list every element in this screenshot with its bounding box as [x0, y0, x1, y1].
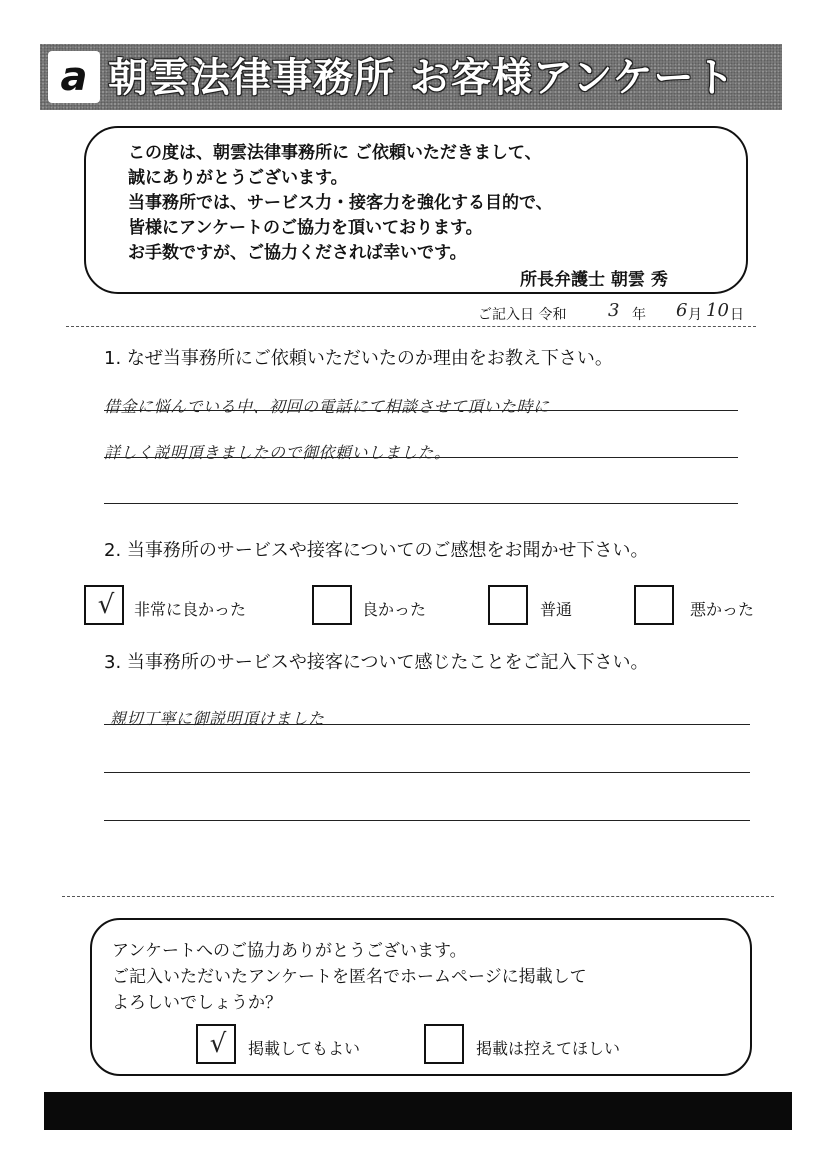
checkbox-very-good[interactable]: [84, 585, 124, 625]
q3-answer-line-1[interactable]: [104, 724, 750, 725]
question-2: 2. 当事務所のサービスや接客についてのご感想をお聞かせ下さい。: [104, 540, 649, 561]
intro-line-4: 皆様にアンケートのご協力を頂いております。: [128, 218, 483, 238]
date-day-unit: 日: [730, 307, 744, 323]
date-month-unit: 月: [688, 307, 702, 323]
q1-answer-line-2[interactable]: [104, 457, 738, 458]
date-year-unit: 年: [632, 307, 646, 323]
q3-answer-line-1-text: 親切丁寧に御説明頂けました: [110, 709, 325, 728]
q1-answer-line-1[interactable]: [104, 410, 738, 411]
date-year-value[interactable]: 3: [608, 300, 620, 321]
date-label: ご記入日 令和: [478, 307, 567, 323]
consent-line-1: アンケートへのご協力ありがとうございます。: [112, 941, 467, 961]
option-decline-publish-label: 掲載は控えてほしい: [476, 1039, 621, 1058]
footer-bar: [44, 1092, 792, 1130]
question-1: 1. なぜ当事務所にご依頼いただいたのか理由をお教え下さい。: [104, 348, 613, 369]
checkbox-bad[interactable]: [634, 585, 674, 625]
checkbox-good[interactable]: [312, 585, 352, 625]
option-bad-label: 悪かった: [690, 600, 755, 619]
section-divider: [62, 896, 774, 897]
q3-answer-line-3[interactable]: [104, 820, 750, 821]
intro-line-5: お手数ですが、ご協力くだされば幸いです。: [128, 243, 467, 263]
intro-line-1: この度は、朝雲法律事務所に ご依頼いただきまして、: [128, 143, 542, 163]
checkbox-decline-publish[interactable]: [424, 1024, 464, 1064]
director-signature: 所長弁護士 朝雲 秀: [520, 270, 668, 290]
check-mark-icon: √: [209, 1029, 227, 1059]
consent-line-3: よろしいでしょうか？: [112, 993, 282, 1013]
option-average-label: 普通: [540, 600, 573, 619]
q1-answer-line-1-text: 借金に悩んでいる中、初回の電話にて相談させて頂いた時に: [104, 397, 550, 416]
checkbox-average[interactable]: [488, 585, 528, 625]
consent-line-2: ご記入いただいたアンケートを匿名でホームページに掲載して: [112, 967, 587, 987]
date-month-value[interactable]: 6: [676, 300, 688, 321]
option-very-good-label: 非常に良かった: [134, 600, 247, 619]
logo-icon: [48, 51, 100, 103]
option-good-label: 良かった: [362, 600, 427, 619]
date-divider: [66, 326, 756, 327]
intro-line-2: 誠にありがとうございます。: [128, 168, 348, 188]
check-mark-icon: √: [97, 590, 115, 620]
q3-answer-line-2[interactable]: [104, 772, 750, 773]
q1-answer-line-3[interactable]: [104, 503, 738, 504]
date-day-value[interactable]: 10: [706, 300, 729, 321]
q1-answer-line-2-text: 詳しく説明頂きましたので御依頼いしました。: [104, 443, 451, 462]
logo-letter: a: [60, 54, 88, 100]
option-allow-publish-label: 掲載してもよい: [248, 1039, 361, 1058]
page-title: 朝雲法律事務所 お客様アンケート: [108, 55, 736, 101]
intro-line-3: 当事務所では、サービス力・接客力を強化する目的で、: [128, 193, 553, 213]
question-3: 3. 当事務所のサービスや接客について感じたことをご記入下さい。: [104, 652, 649, 673]
checkbox-allow-publish[interactable]: [196, 1024, 236, 1064]
